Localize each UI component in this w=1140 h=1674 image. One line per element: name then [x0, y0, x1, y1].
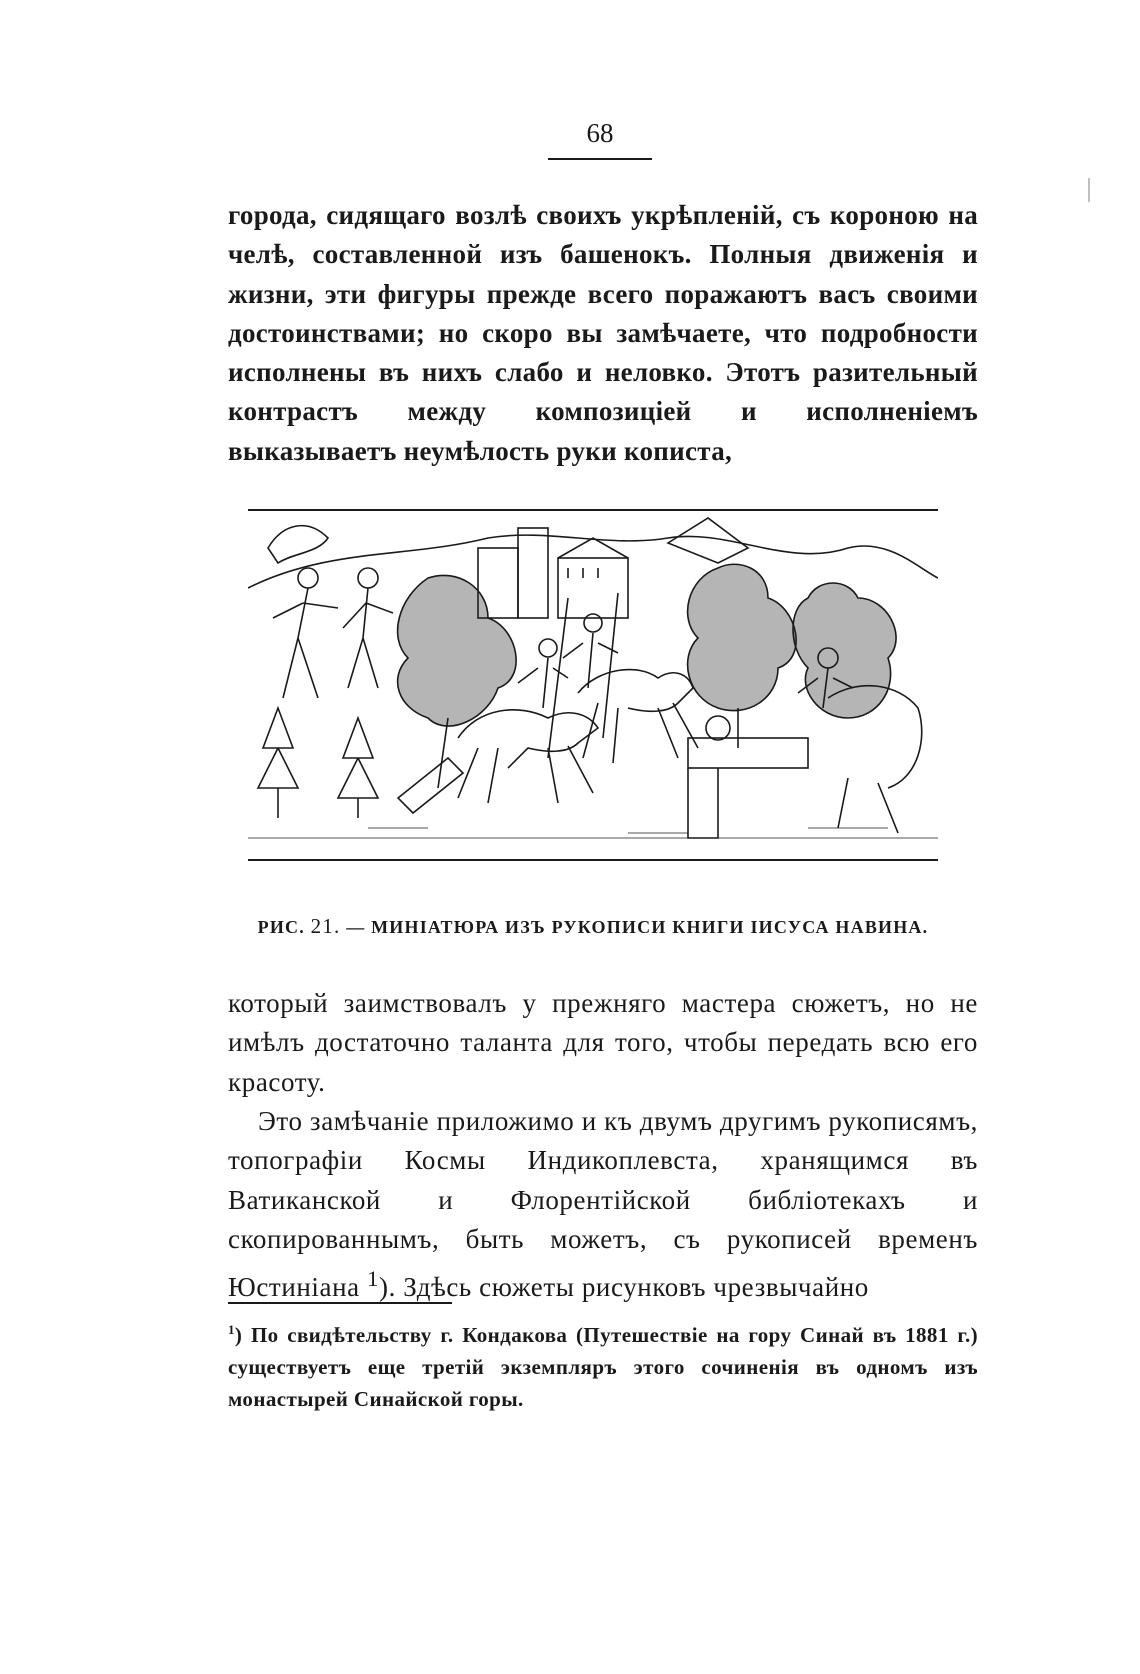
margin-mark — [1088, 178, 1090, 202]
footnote-text: ) По свидѣтельству г. Кондакова (Путешествіе на гору Синай въ 1881 г.) существуетъ еще третій экземпляръ этого сочиненія въ одномъ изъ монастырей Синайской горы. — [228, 1323, 978, 1411]
figure-caption — [248, 914, 938, 939]
footnote-reference: 1 — [367, 1266, 379, 1292]
footnote — [228, 1314, 978, 1415]
caption-prefix: РИС. — [257, 917, 305, 937]
miniature-engraving — [248, 508, 938, 878]
footnote-marker: 1 — [228, 1322, 235, 1337]
figure-illustration — [248, 508, 938, 878]
caption-title: — МИНІАТЮРА ИЗЪ РУКОПИСИ КНИГИ ІИСУСА НАВИНА. — [346, 917, 929, 937]
page-number-underline — [548, 158, 652, 160]
page-number: 68 — [586, 118, 614, 148]
paragraph-1: города, сидящаго возлѣ своихъ укрѣпленій, съ короною на челѣ, составленной изъ башенокъ. Полныя движенія и жизни, эти фигуры прежде всего поражаютъ васъ своими достоинствами; но скоро вы замѣчаете, что подробности исполнены въ нихъ слабо и неловко. Этотъ разительный контрастъ между композиціей и исполненіемъ выказываетъ неумѣлость руки кописта, — [228, 200, 978, 466]
paragraph-2: который заимствовалъ у прежняго мастера сюжетъ, но не имѣлъ достаточно таланта для того, чтобы передать всю его красоту. — [228, 988, 978, 1097]
paragraph-3-text: Это замѣчаніе приложимо и къ двумъ другимъ рукописямъ, топографіи Космы Индикоплевста, хранящимся въ Ватиканской и Флорентійской библіотекахъ и скопированнымъ, быть можетъ, съ рукописей временъ Юстиніана — [228, 1106, 978, 1303]
paragraph-3 — [228, 1102, 978, 1307]
caption-number: 21. — [310, 914, 341, 938]
footnote-separator — [228, 1302, 452, 1304]
paragraph-3-tail: ). Здѣсь сюжеты рисунковъ чрезвычайно — [378, 1272, 869, 1303]
